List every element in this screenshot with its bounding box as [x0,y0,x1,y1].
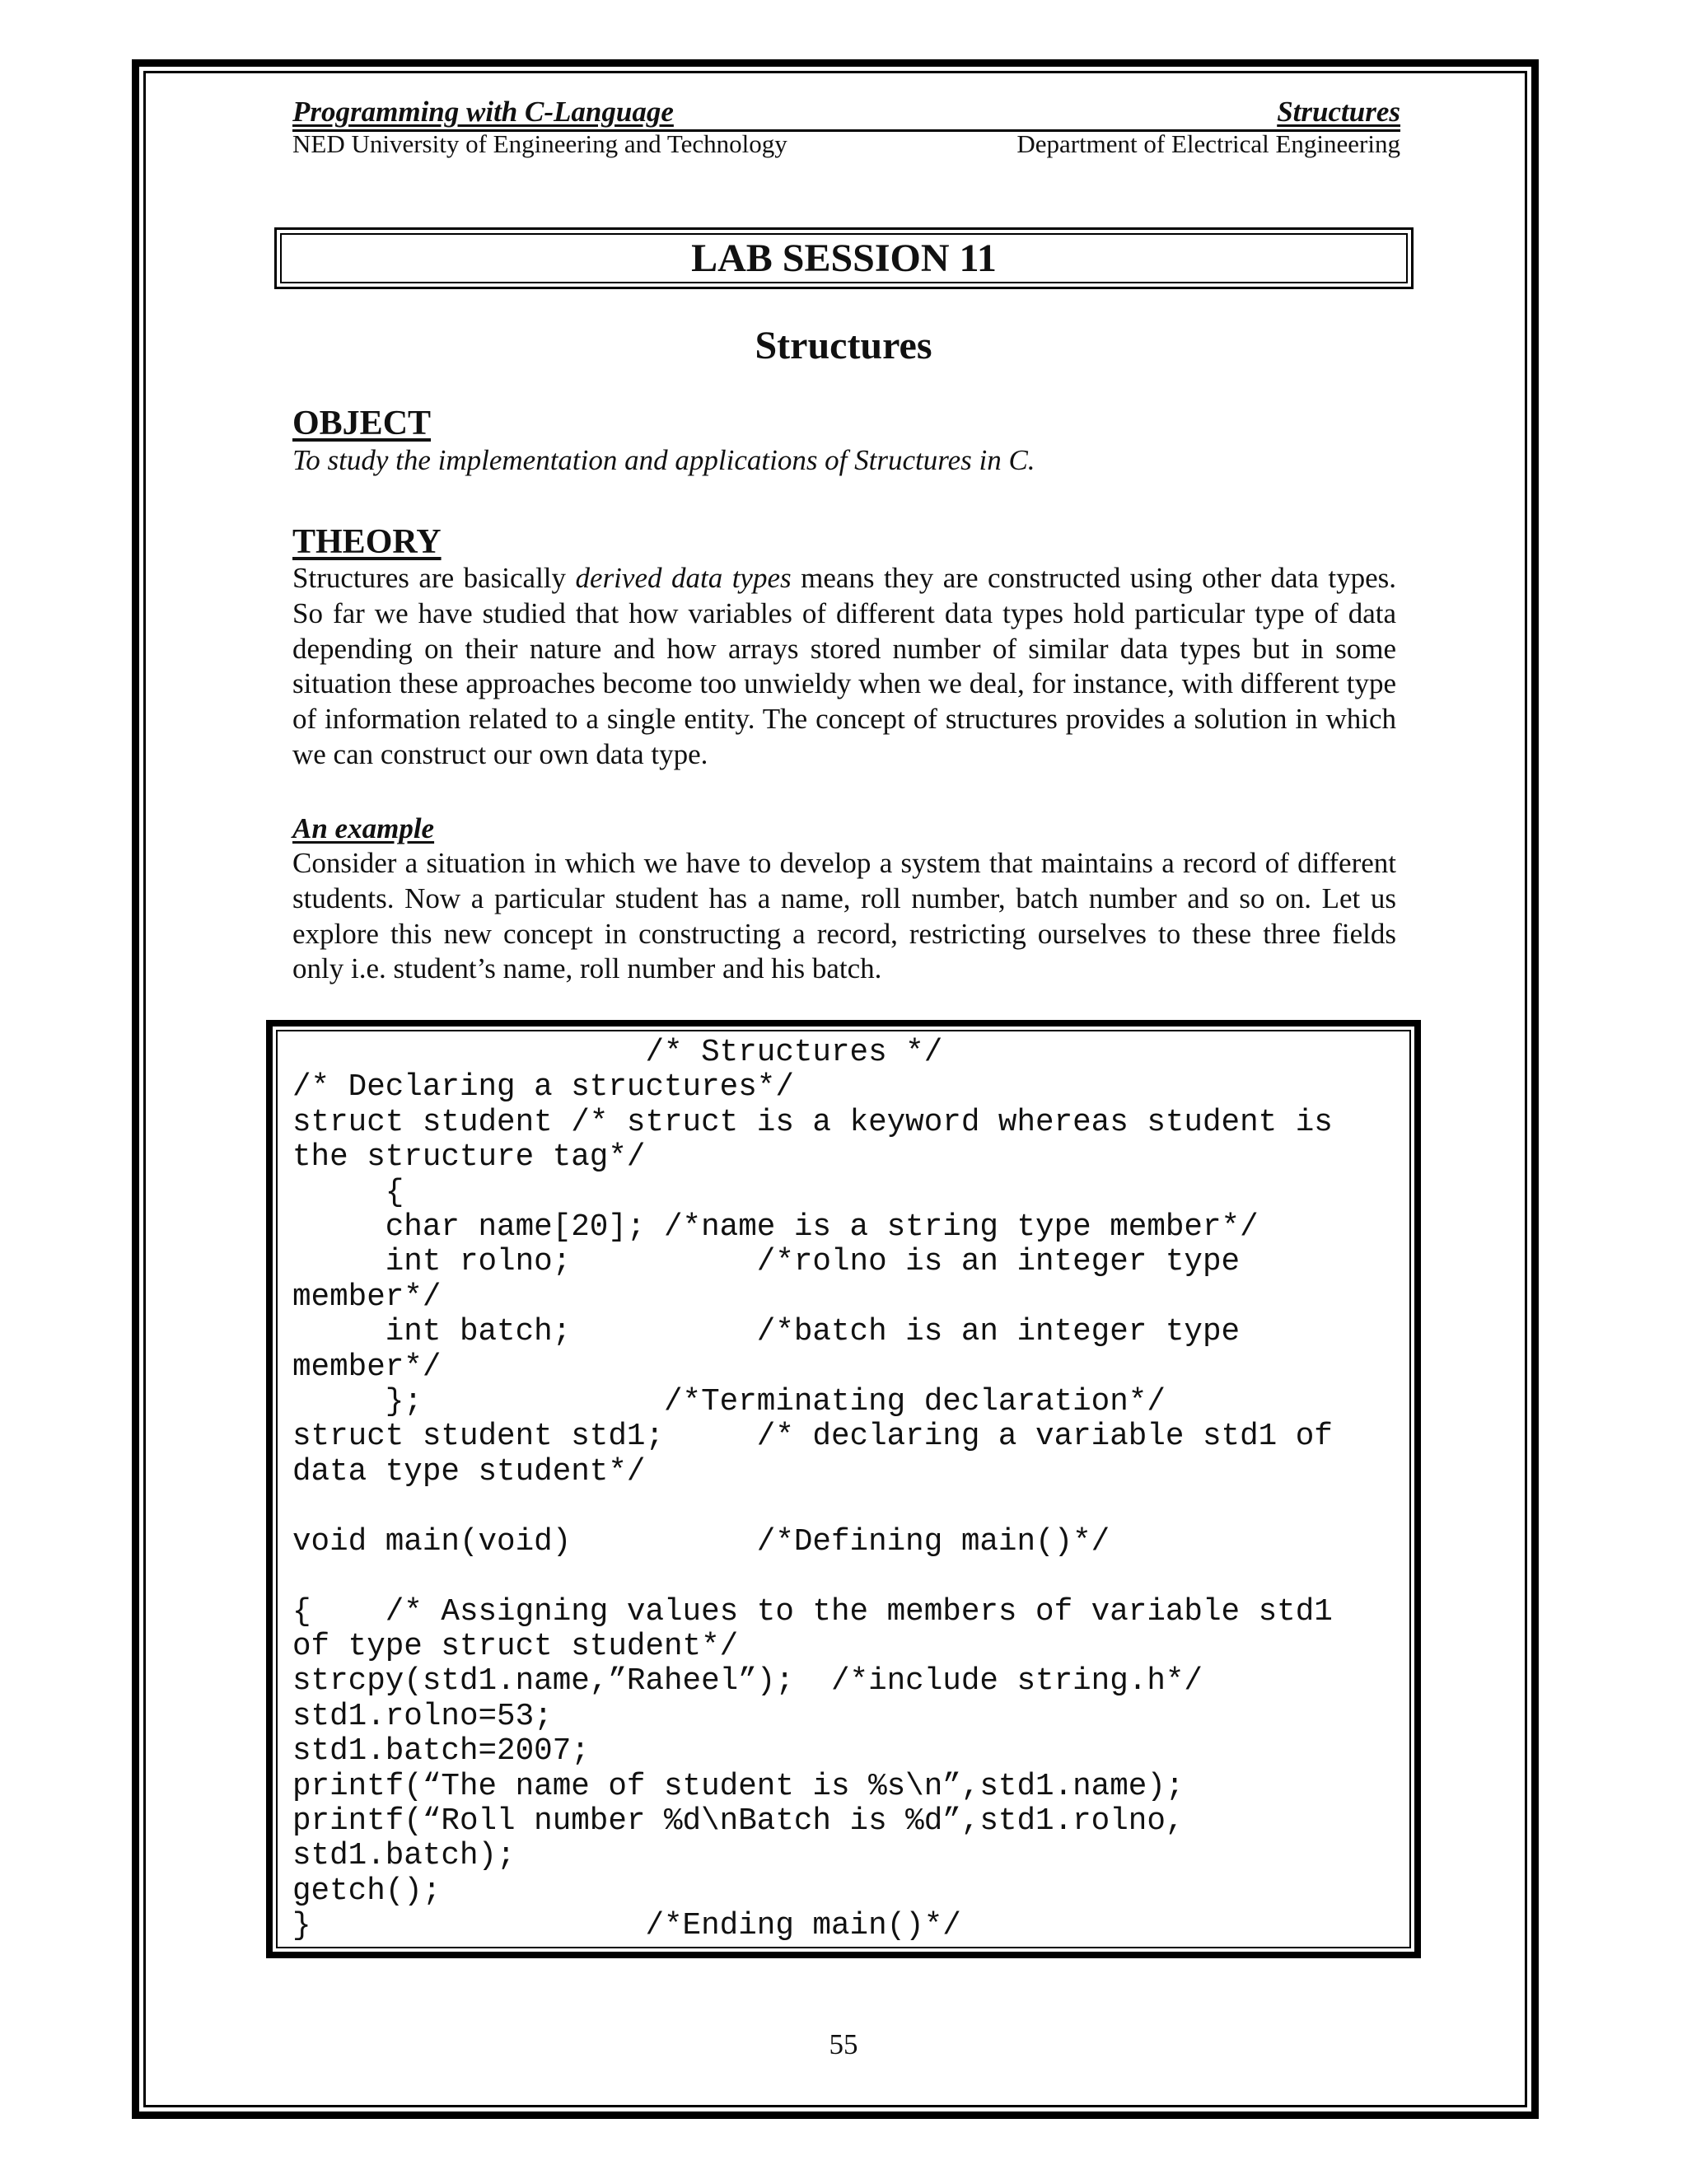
code-line: of type struct student*/ [292,1629,739,1664]
example-paragraph: Consider a situation in which we have to develop a system that maintains a record of different students. Now a particular student has a name, roll number, batch number and so on. Let us explore this new concept in constructing a record, restricting ourselves to these three fields only i.e. student’s name, roll number and his batch. [292,847,1396,985]
page-title: Structures [755,324,932,367]
code-line: printf(“Roll number %d\nBatch is %d”,std1.rolno, [292,1803,1185,1839]
code-line: printf(“The name of student is %s\n”,std1.name); [292,1769,1185,1804]
code-listing [292,1036,1400,1944]
theory-paragraph [292,561,1396,773]
object-text: To study the implementation and applications of Structures in C. [292,444,1035,476]
code-line: member*/ [292,1279,442,1315]
running-subheader [292,129,1400,159]
example-section [292,811,1396,987]
code-line: /* Structures */ [292,1036,943,1070]
code-line: struct student std1; /* declaring a variable std1 of [292,1419,1333,1455]
code-line: data type student*/ [292,1454,646,1490]
code-line: } /*Ending main()*/ [292,1909,961,1944]
theory-heading: THEORY [292,523,442,561]
department-name: Department of Electrical Engineering [1016,129,1400,158]
code-line: /* Declaring a structures*/ [292,1070,794,1106]
code-line: struct student /* struct is a keyword whereas student is [292,1105,1333,1140]
course-title: Programming with C-Language [292,96,674,128]
code-line: std1.rolno=53; [292,1699,553,1734]
page-number: 55 [829,2028,858,2060]
code-line: }; /*Terminating declaration*/ [292,1385,1166,1420]
code-line: member*/ [292,1349,442,1385]
lab-session-box [274,227,1414,289]
university-name: NED University of Engineering and Technology [292,129,787,158]
code-line: char name[20]; /*name is a string type member*/ [292,1210,1259,1246]
code-line [292,1560,1400,1594]
lab-session-title: LAB SESSION 11 [691,236,997,280]
chapter-title: Structures [1277,96,1400,128]
code-line: strcpy(std1.name,”Raheel”); /*include string.h*/ [292,1664,1203,1700]
theory-emphasis: derived data types [575,562,792,594]
code-line: int batch; /*batch is an integer type [292,1315,1241,1350]
object-heading: OBJECT [292,405,432,442]
code-line: { [292,1175,404,1210]
code-line: std1.batch=2007; [292,1734,590,1770]
theory-text-start: Structures are basically [292,562,576,594]
code-line: getch(); [292,1873,442,1909]
code-line: void main(void) /*Defining main()*/ [292,1524,1110,1560]
code-line: { /* Assigning values to the members of variable std1 [292,1594,1333,1630]
running-header [292,96,1400,132]
code-line: the structure tag*/ [292,1140,646,1176]
object-section [292,405,1396,479]
code-line: std1.batch); [292,1839,516,1874]
theory-text-rest: means they are constructed using other data types. So far we have studied that how variables of different data types hold particular type of data depending on their nature and how arrays stored number of similar data types but in some situation these approaches become too unwieldy when we deal, for instance, with different type of information related to a single entity. The concept of structures provides a solution in which we can construct our own data type. [292,562,1396,770]
code-line: int rolno; /*rolno is an integer type [292,1245,1241,1280]
code-line [292,1490,1400,1524]
example-heading: An example [292,812,435,844]
theory-section [292,523,1396,773]
